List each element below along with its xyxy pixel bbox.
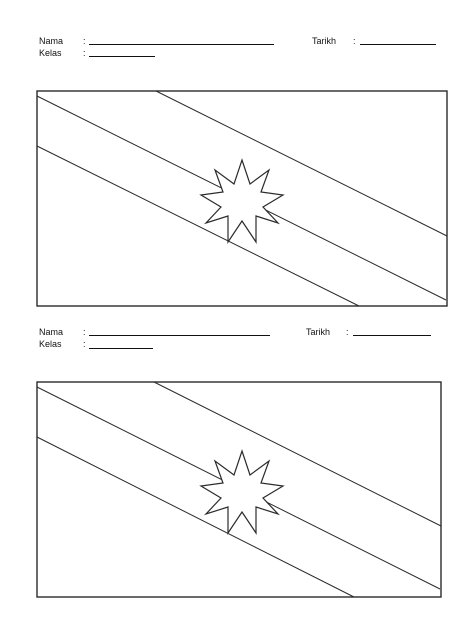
worksheet-2 [0,318,474,632]
nama-colon: : [83,36,86,46]
tarikh-label: Tarikh [312,36,337,46]
flag-outline [36,381,442,599]
tarikh-answer-line[interactable] [353,335,431,336]
nama-label: Nama [39,327,64,337]
kelas-colon: : [83,339,86,349]
nama-label: Nama [39,36,64,46]
tarikh-colon: : [353,36,356,46]
tarikh-label: Tarikh [306,327,331,337]
kelas-answer-line[interactable] [89,56,155,57]
kelas-answer-line[interactable] [89,348,153,349]
tarikh-colon: : [346,327,349,337]
nama-answer-line[interactable] [89,335,270,336]
kelas-label: Kelas [39,48,62,58]
tarikh-answer-line[interactable] [360,44,436,45]
flag-outline [36,90,448,308]
kelas-label: Kelas [39,339,62,349]
kelas-colon: : [83,48,86,58]
nama-answer-line[interactable] [89,44,274,45]
nama-colon: : [83,327,86,337]
